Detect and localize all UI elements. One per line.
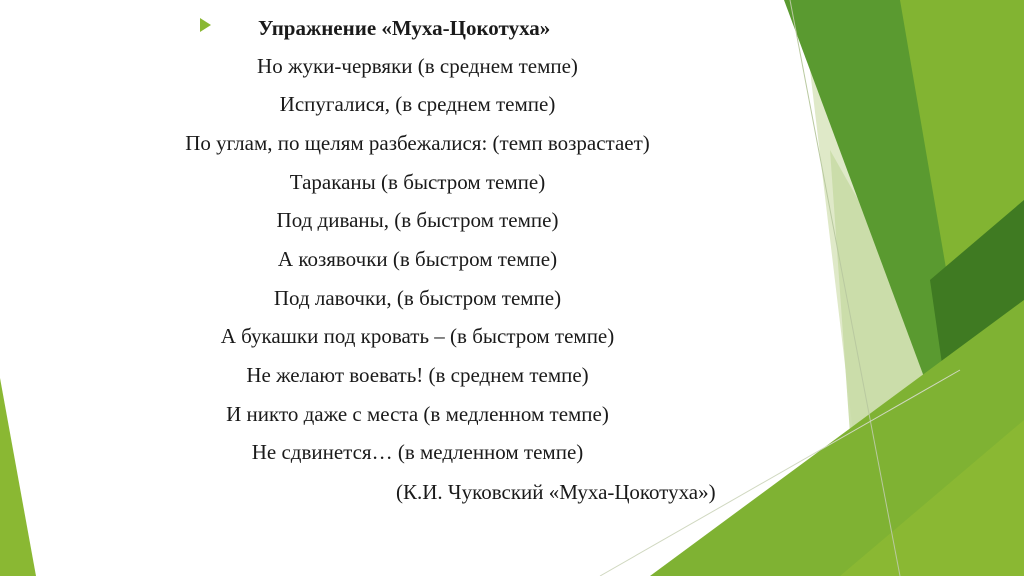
- poem-line-8: А букашки под кровать – (в быстром темпе): [220, 324, 615, 348]
- poem-line-10: И никто даже с места (в медленном темпе): [226, 402, 609, 426]
- poem-line-1: Но жуки-червяки (в среднем темпе): [257, 54, 578, 78]
- poem-line-6: А козявочки (в быстром темпе): [277, 247, 558, 271]
- poem-line-11: Не сдвинется… (в медленном темпе): [251, 440, 584, 464]
- bullet-arrow-icon: [200, 18, 211, 32]
- poem-line-5: Под диваны, (в быстром темпе): [276, 208, 559, 232]
- poem-line-4: Тараканы (в быстром темпе): [289, 170, 546, 194]
- poem-line-9: Не желают воевать! (в среднем темпе): [246, 363, 589, 387]
- poem-line-3: По углам, по щелям разбежалися: (темп возрастает): [185, 131, 650, 155]
- author-attribution: (К.И. Чуковский «Муха-Цокотуха»): [396, 480, 716, 504]
- slide-title: Упражнение «Муха-Цокотуха»: [258, 16, 551, 40]
- poem-line-7: Под лавочки, (в быстром темпе): [273, 286, 562, 310]
- poem-line-2: Испугалися, (в среднем темпе): [279, 92, 556, 116]
